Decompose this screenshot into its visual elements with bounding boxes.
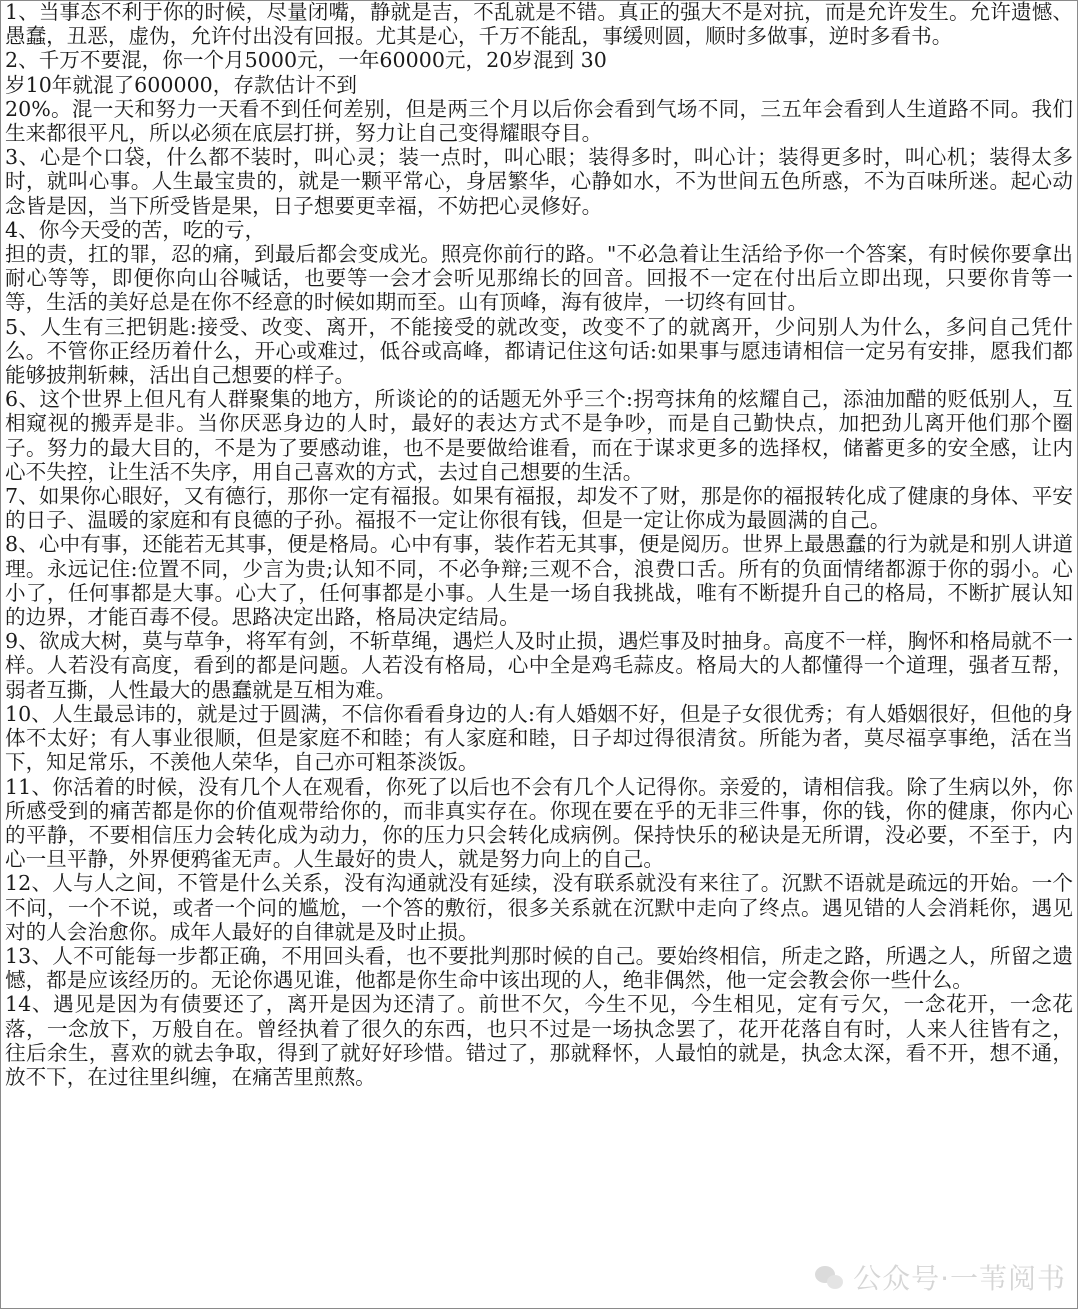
watermark-text: 公众号·一苇阅书	[853, 1262, 1066, 1295]
paragraph-13: 13、人不可能每一步都正确，不用回头看，也不要批判那时候的自己。要始终相信，所走之路，所遇之人，所留之遗憾，都是应该经历的。无论你遇见谁，他都是你生命中该出现的人，绝非偶然，他一定会教会你一些什么。	[5, 943, 1073, 993]
paragraph-5: 5、人生有三把钥匙:接受、改变、离开，不能接受的就改变，改变不了的就离开，少问别人为什么，多问自己凭什么。不管你正经历着什么，开心或难过，低谷或高峰，都请记住这句话:如果事与愿违请相信一定另有安排，愿我们都能够披荆斩棘，活出自己想要的样子。	[5, 314, 1073, 388]
document-body	[5, 0, 1073, 1089]
paragraph-4-line-2: 担的责，扛的罪，忍的痛，到最后都会变成光。照亮你前行的路。"不必急着让生活给予你一个答案，有时候你要拿出耐心等等，即便你向山谷喊话，也要等一会才会听见那绵长的回音。回报不一定在付出后立即出现，只要你肯等一等，生活的美好总是在你不经意的时候如期而至。山有顶峰，海有彼岸，一切终有回甘。	[5, 242, 1073, 315]
paragraph-14: 14、遇见是因为有债要还了，离开是因为还清了。前世不欠，今生不见，今生相见，定有亏欠，一念花开，一念花落，一念放下，万般自在。曾经执着了很久的东西，也只不过是一场执念罢了，花开花落自有时，人来人往皆有之，往后余生，喜欢的就去争取，得到了就好好珍惜。错过了，那就释怀，人最怕的就是，执念太深，看不开，想不通，放不下，在过往里纠缠，在痛苦里煎熬。	[5, 992, 1073, 1089]
paragraph-7: 7、如果你心眼好，又有德行，那你一定有福报。如果有福报，却发不了财，那是你的福报转化成了健康的身体、平安的日子、温暖的家庭和有良德的子孙。福报不一定让你很有钱，但是一定让你成为最圆满的自己。	[5, 484, 1073, 533]
paragraph-10: 10、人生最忌讳的，就是过于圆满，不信你看看身边的人:有人婚姻不好，但是子女很优秀；有人婚姻很好，但他的身体不太好；有人事业很顺，但是家庭不和睦；有人家庭和睦，日子却过得很清贫。所能为者，莫尽福享事绝，活在当下，知足常乐，不羡他人荣华，自己亦可粗茶淡饭。	[5, 701, 1073, 775]
paragraph-8: 8、心中有事，还能若无其事，便是格局。心中有事，装作若无其事，便是阅历。世界上最愚蠢的行为就是和别人讲道理。永远记住:位置不同，少言为贵;认知不同，不必争辩;三观不合，浪费口舌。所有的负面情绪都源于你的弱小。心小了，任何事都是大事。心大了，任何事都是小事。人生是一场自我挑战，唯有不断提升自己的格局，不断扩展认知的边界，才能百毒不侵。思路决定出路，格局决定结局。	[5, 532, 1073, 630]
paragraph-9: 9、欲成大树，莫与草争，将军有剑，不斩草绳，遇烂人及时止损，遇烂事及时抽身。高度不一样，胸怀和格局就不一样。人若没有高度，看到的都是问题。人若没有格局，心中全是鸡毛蒜皮。格局大的人都懂得一个道理，强者互帮，弱者互撕，人性最大的愚蠢就是互相为难。	[5, 629, 1073, 702]
paragraph-2-line-2: 岁10年就混了600000，存款估计不到	[5, 72, 357, 97]
paragraph-12: 12、人与人之间，不管是什么关系，没有沟通就没有延续，没有联系就没有来往了。沉默不语就是疏远的开始。一个不问，一个不说，或者一个问的尴尬，一个答的敷衍，很多关系就在沉默中走向了终点。遇见错的人会消耗你，遇见对的人会治愈你。成年人最好的自律就是及时止损。	[5, 871, 1073, 944]
paragraph-2-line-3: 20%。混一天和努力一天看不到任何差别，但是两三个月以后你会看到气场不同，三五年会看到人生道路不同。我们生来都很平凡，所以必须在底层打拼，努力让自己变得耀眼夺目。	[5, 96, 1073, 146]
paragraph-4-line-1: 4、你今天受的苦，吃的亏，	[5, 217, 266, 242]
paragraph-6: 6、这个世界上但凡有人群聚集的地方，所谈论的的话题无外乎三个:拐弯抹角的炫耀自己，添油加醋的贬低别人，互相窥视的搬弄是非。当你厌恶身边的人时，最好的表达方式不是争吵，而是自己勤快点，加把劲儿离开他们那个圈子。努力的最大目的，不是为了要感动谁，也不是要做给谁看，而在于谋求更多的选择权，储蓄更多的安全感，让内心不失控，让生活不失序，用自己喜欢的方式，去过自己想要的生活。	[5, 387, 1073, 484]
paragraph-1: 1、当事态不利于你的时候，尽量闭嘴，静就是吉，不乱就是不错。真正的强大不是对抗，而是允许发生。允许遗憾、愚蠢，丑恶，虚伪，允许付出没有回报。尤其是心，千万不能乱，事缓则圆，顺时多做事，逆时多看书。	[5, 0, 1073, 49]
paragraph-2-line-1: 2、千万不要混，你一个月5000元，一年60000元，20岁混到 30	[5, 48, 607, 73]
paragraph-3: 3、心是个口袋，什么都不装时，叫心灵；装一点时，叫心眼；装得多时，叫心计；装得更多时，叫心机；装得太多时，就叫心事。人生最宝贵的，就是一颗平常心，身居繁华，心静如水，不为世间五色所惑，不为百味所迷。起心动念皆是因，当下所受皆是果，日子想要更幸福，不妨把心灵修好。	[5, 145, 1073, 218]
paragraph-11: 11、你活着的时候，没有几个人在观看，你死了以后也不会有几个人记得你。亲爱的，请相信我。除了生病以外，你所感受到的痛苦都是你的价值观带给你的，而非真实存在。你现在要在乎的无非三件事，你的钱，你的健康，你内心的平静，不要相信压力会转化成为动力，你的压力只会转化成病例。保持快乐的秘诀是无所谓，没必要，不至于，内心一旦平静，外界便鸦雀无声。人生最好的贵人，就是努力向上的自己。	[5, 774, 1073, 872]
